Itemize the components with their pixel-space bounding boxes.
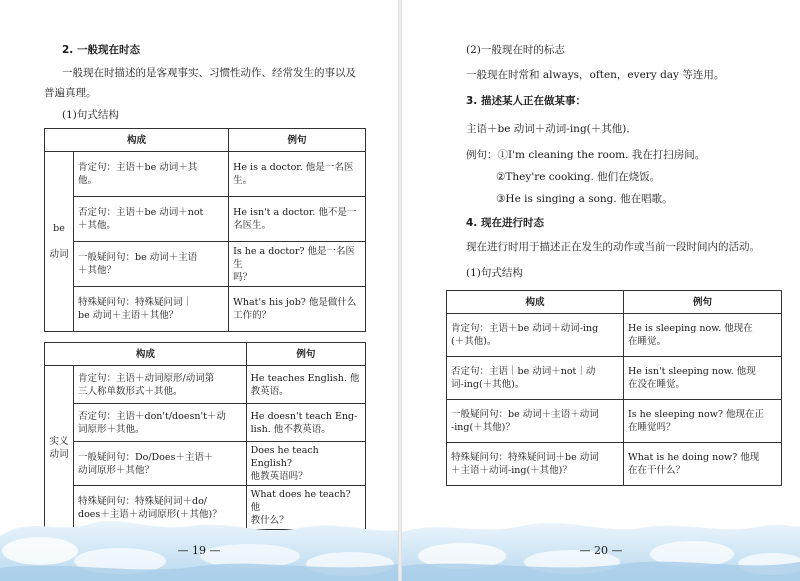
- form-cell: 肯定句：主语＋be 动词＋其 他。: [74, 152, 229, 197]
- table-row: [447, 357, 782, 400]
- example-sentence: 例句：①I'm cleaning the room. 我在打扫房间。: [466, 149, 706, 161]
- example-cell: What does he teach? 他 教什么？: [246, 486, 365, 530]
- example-cell: Does he teach English? 他教英语吗？: [246, 442, 365, 486]
- marker-text: 一般现在时常和 always，often，every day 等连用。: [466, 69, 725, 81]
- right-page: [402, 0, 800, 581]
- table-present-progressive: [446, 290, 782, 486]
- form-cell: 肯定句：主语＋be 动词＋动词-ing (＋其他)。: [447, 314, 624, 357]
- form-cell: 否定句：主语｜be 动词＋not｜动 词-ing(＋其他)。: [447, 357, 624, 400]
- table-be-verb: [44, 128, 366, 332]
- table-row: [447, 443, 782, 486]
- subsection-title: (1)句式结构: [466, 267, 523, 279]
- example-sentence: ②They're cooking. 他们在烧饭。: [496, 171, 661, 183]
- page-number: — 19 —: [177, 544, 221, 557]
- table-row: [447, 314, 782, 357]
- section-title-simple-present: 2. 一般现在时态: [62, 44, 140, 56]
- form-cell: 一般疑问句：be 动词＋主语 ＋其他？: [74, 242, 229, 287]
- subsection-title: (1)句式结构: [62, 109, 119, 121]
- example-cell: He is sleeping now. 他现在 在睡觉。: [624, 314, 782, 357]
- table-row: [45, 242, 366, 287]
- row-group-label: be 动词: [45, 152, 74, 332]
- example-cell: He doesn't teach Eng- lish. 他不教英语。: [246, 404, 365, 442]
- example-cell: What's his job? 他是做什么 工作的？: [229, 287, 366, 332]
- section-description: 现在进行时用于描述正在发生的动作或当前一段时间内的活动。: [466, 241, 760, 253]
- form-cell: 一般疑问句：be 动词＋主语＋动词 -ing(＋其他)？: [447, 400, 624, 443]
- subsection-title: (2)一般现在时的标志: [466, 44, 565, 56]
- table-row: [45, 197, 366, 242]
- form-cell: 否定句：主语＋don't/doesn't＋动 词原形＋其他。: [74, 404, 247, 442]
- table-row: [45, 287, 366, 332]
- form-cell: 肯定句：主语＋动词原形/动词第 三人称单数形式＋其他。: [74, 366, 247, 404]
- table-action-verb: [44, 342, 366, 530]
- table-header-form: 构成: [45, 129, 229, 152]
- intro-text: 一般现在时描述的是客观事实、习惯性动作、经常发生的事以及: [62, 67, 356, 79]
- table-row: [447, 400, 782, 443]
- example-cell: He isn't sleeping now. 他现 在没在睡觉。: [624, 357, 782, 400]
- form-cell: 特殊疑问句：特殊疑问词＋do/ does＋主语＋动词原形(＋其他)？: [74, 486, 247, 530]
- form-cell: 一般疑问句：Do/Does＋主语＋ 动词原形＋其他？: [74, 442, 247, 486]
- example-cell: Is he sleeping now? 他现在正 在睡觉吗？: [624, 400, 782, 443]
- example-cell: Is he a doctor? 他是一名医生 吗？: [229, 242, 366, 287]
- example-cell: He isn't a doctor. 他不是一 名医生。: [229, 197, 366, 242]
- table-header-example: 例句: [624, 291, 782, 314]
- table-row: [45, 442, 366, 486]
- table-row: [45, 366, 366, 404]
- table-header-example: 例句: [229, 129, 366, 152]
- page-number: — 20 —: [579, 544, 623, 557]
- form-cell: 特殊疑问句：特殊疑问词＋be 动词 ＋主语＋动词-ing(＋其他)？: [447, 443, 624, 486]
- form-cell: 特殊疑问句：特殊疑问词｜ be 动词＋主语＋其他？: [74, 287, 229, 332]
- example-sentence: ③He is singing a song. 他在唱歌。: [496, 193, 673, 205]
- formula-text: 主语＋be 动词＋动词-ing(＋其他)．: [466, 123, 637, 135]
- example-cell: What is he doing now? 他现 在在干什么？: [624, 443, 782, 486]
- table-header-example: 例句: [246, 343, 365, 366]
- example-cell: He teaches English. 他 教英语。: [246, 366, 365, 404]
- section-title-progressive: 4. 现在进行时态: [466, 217, 544, 229]
- table-header-form: 构成: [45, 343, 247, 366]
- example-cell: He is a doctor. 他是一名医 生。: [229, 152, 366, 197]
- form-cell: 否定句：主语＋be 动词＋not ＋其他。: [74, 197, 229, 242]
- left-page: [0, 0, 398, 581]
- row-group-label: 实义 动词: [45, 366, 74, 530]
- table-row: [45, 152, 366, 197]
- intro-text-cont: 普遍真理。: [44, 87, 97, 99]
- table-row: [45, 404, 366, 442]
- section-title-doing: 3. 描述某人正在做某事：: [466, 95, 586, 107]
- table-header-form: 构成: [447, 291, 624, 314]
